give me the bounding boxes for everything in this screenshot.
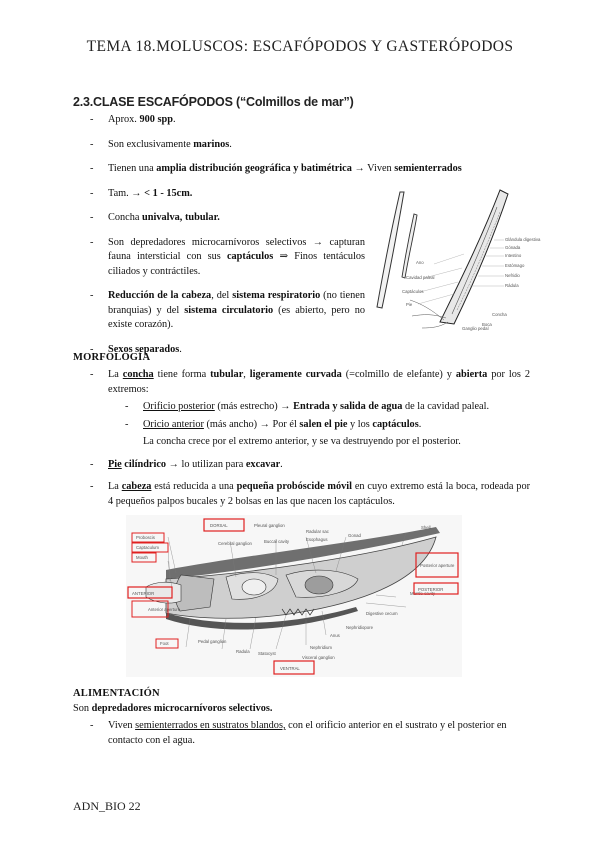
diagram-label: Shell xyxy=(421,525,431,530)
side-label: Gónada xyxy=(505,245,521,250)
list-item: - Son exclusivamente marinos. xyxy=(90,138,365,153)
list-item: - Orificio posterior (más estrecho) → Entrada y salida de agua de la cavidad paleal. xyxy=(125,400,530,415)
side-label: Glándula digestiva xyxy=(505,237,541,242)
diagram-label: Radular sac xyxy=(306,529,329,534)
list-item: - Oricio anterior (más ancho) → Por él salen el pie y los captáculos. xyxy=(125,418,530,433)
anterior-label: ANTERIOR xyxy=(132,591,155,596)
feeding-list xyxy=(90,719,530,748)
diagram-label: Proboscis xyxy=(136,535,155,540)
diagram-label: Visceral ganglion xyxy=(302,655,335,660)
diagram-label: Captaculum xyxy=(136,545,159,550)
side-label: Ano xyxy=(416,260,424,265)
side-label: Estómago xyxy=(505,263,525,268)
dorsal-label: DORSAL xyxy=(210,523,228,528)
side-label: Cavidad paleal xyxy=(406,275,435,280)
diagram-label: Anus xyxy=(330,633,340,638)
page-title: TEMA 18.MOLUSCOS: ESCAFÓPODOS Y GASTERÓPODOS xyxy=(86,38,514,55)
list-item: - Tienen una amplia distribución geográfica y batimétrica → Viven semienterrados xyxy=(90,162,508,177)
diagram-label: Mouth xyxy=(136,555,148,560)
diagram-label: Posterior aperture xyxy=(420,563,455,568)
diagram-label: Buccal cavity xyxy=(264,539,290,544)
diagram-label: Statocyst xyxy=(258,651,276,656)
list-item: - Son depredadores microcarnívoros selectivos → capturan fauna intersticial con sus captáculos ⇒ Finos tentáculos ciliados y contráctiles. xyxy=(90,236,365,280)
side-label: Rádula xyxy=(505,283,519,288)
morphology-list xyxy=(90,368,530,517)
side-label: Captáculos xyxy=(402,289,424,294)
list-item: - Tam. → < 1 - 15cm. xyxy=(90,187,365,202)
footer-label: ADN_BIO 22 xyxy=(73,799,141,813)
side-label: Boca xyxy=(482,322,492,327)
list-item: - La cabeza está reducida a una pequeña probóscide móvil en cuyo extremo está la boca, rodeada por 4 pequeños palpos bucales y 2 bolsas en las que nacen los captáculos. xyxy=(90,480,530,509)
list-item: - Concha univalva, tubular. xyxy=(90,211,365,226)
side-label: Intestino xyxy=(505,253,522,258)
diagram-label: Anterior aperture xyxy=(148,607,181,612)
ventral-label: VENTRAL xyxy=(280,666,300,671)
scaphopod-diagram xyxy=(126,515,462,677)
feeding-heading: ALIMENTACIÓN xyxy=(73,688,160,699)
shell-growth-note: La concha crece por el extremo anterior, y se va destruyendo por el posterior. xyxy=(143,436,461,447)
side-label: Nefridio xyxy=(505,273,520,278)
diagram-label: Nephridium xyxy=(310,645,332,650)
diagram-label: Digestive cecum xyxy=(366,611,398,616)
morphology-heading: MORFOLOGÍA xyxy=(73,352,151,363)
diagram-label: Cerebral ganglion xyxy=(218,541,252,546)
diagram-label: Gonad xyxy=(348,533,361,538)
section-title: 2.3.CLASE ESCAFÓPODOS (“Colmillos de mar”) xyxy=(73,95,354,109)
diagram-label: Pleural ganglion xyxy=(254,523,285,528)
side-label: Concha xyxy=(492,312,507,317)
side-label: Pie xyxy=(406,302,413,307)
list-item: - Sexos separados. xyxy=(90,343,365,358)
diagram-label: Radula xyxy=(236,649,250,654)
diagram-label: Foot xyxy=(160,641,169,646)
diagram-label: Mantle cavity xyxy=(410,591,436,596)
list-item: - Viven semienterrados en sustratos blandos, con el orificio anterior en el sustrato y el posterior en contacto con el agua. xyxy=(90,719,530,748)
side-label: Ganglio pedal xyxy=(462,326,489,331)
sub-list xyxy=(108,400,530,432)
diagram-label: Pedal ganglion xyxy=(198,639,227,644)
list-item: - Pie cilíndrico → lo utilizan para excavar. xyxy=(90,458,530,473)
diagram-label: Nephridiopore xyxy=(346,625,373,630)
list-item: - La concha tiene forma tubular, ligeramente curvada (=colmillo de elefante) y abierta por los 2 extremos: - Orificio posterior (más estrecho) → Entrada y salida de agua de la cavidad paleal. - Oricio anterior (más ancho) → Por él salen el pie y los captáculos. La concha crece por el extremo anterior, y se va destruyendo por el posterior. xyxy=(90,368,530,450)
list-item: - Reducción de la cabeza, del sistema respiratorio (no tienen branquias) y del sistema circulatorio (es abierto, pero no existe corazón). xyxy=(90,289,365,333)
diagram-label: Esophagus xyxy=(306,537,328,542)
list-item: - Aprox. 900 spp. xyxy=(90,113,365,128)
feeding-summary: Son depredadores microcarnívoros selectivos. xyxy=(73,703,273,714)
scaphopod-anatomy-figure xyxy=(362,182,552,332)
posterior-label: POSTERIOR xyxy=(418,587,444,592)
